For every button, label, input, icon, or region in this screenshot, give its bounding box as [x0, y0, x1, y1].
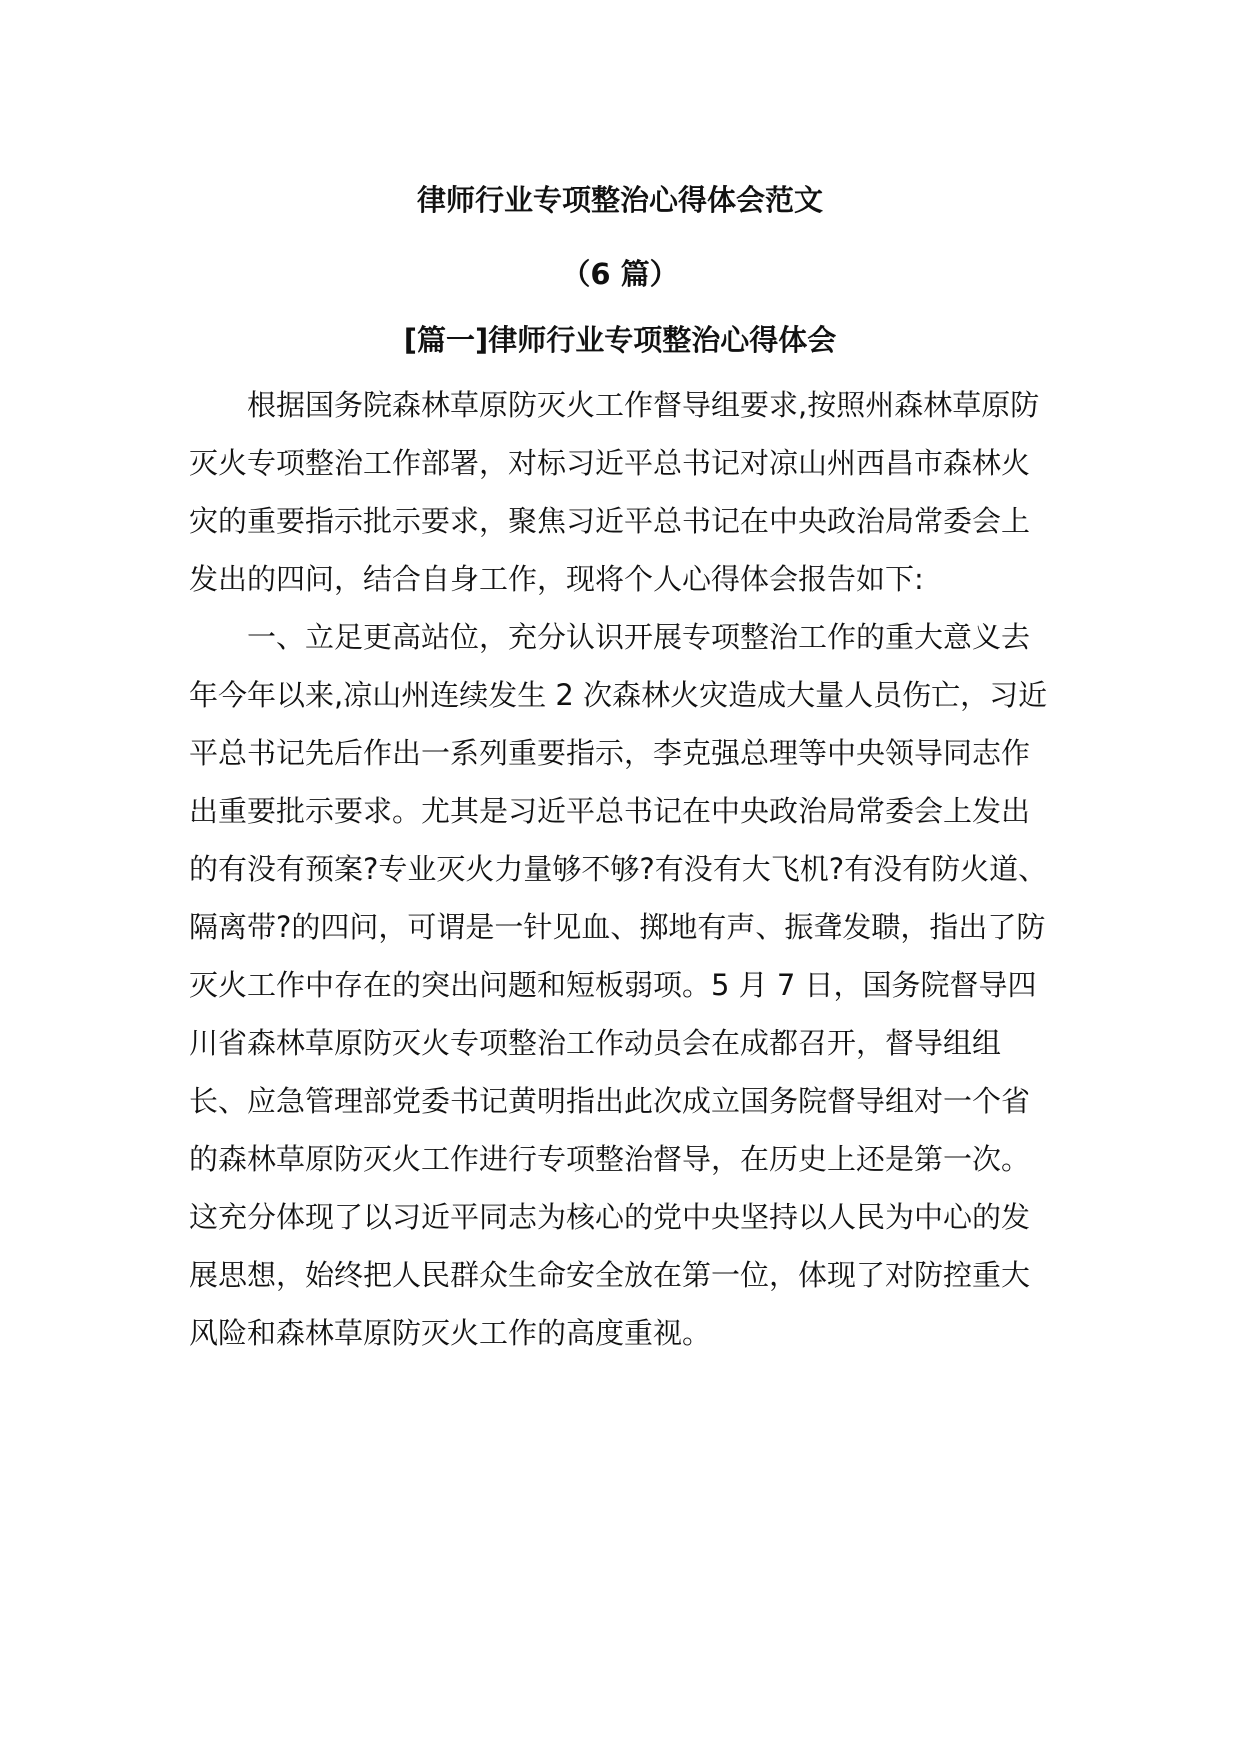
document-title: 律师行业专项整治心得体会范文: [416, 183, 823, 217]
paragraph-line: 灭火工作中存在的突出问题和短板弱项。5 月 7 日，国务院督导四: [189, 968, 1037, 1002]
paragraph-line: 平总书记先后作出一系列重要指示，李克强总理等中央领导同志作: [189, 736, 1031, 770]
body-text: [189, 376, 1059, 1362]
paragraph-line: 展思想，始终把人民群众生命安全放在第一位，体现了对防控重大: [189, 1258, 1031, 1292]
paragraph-line: 灭火专项整治工作部署，对标习近平总书记对凉山州西昌市森林火: [189, 446, 1031, 480]
paragraph-line: 长、应急管理部党委书记黄明指出此次成立国务院督导组对一个省: [189, 1084, 1031, 1118]
section-title: [篇一]律师行业专项整治心得体会: [403, 323, 837, 357]
paragraph-line: 川省森林草原防灭火专项整治工作动员会在成都召开，督导组组: [189, 1026, 1002, 1060]
paragraph-line: 年今年以来,凉山州连续发生 2 次森林火灾造成大量人员伤亡，习近: [189, 678, 1048, 712]
document-count: （6 篇）: [561, 257, 679, 291]
paragraph-line: 一、立足更高站位，充分认识开展专项整治工作的重大意义去: [247, 620, 1031, 654]
paragraph-line: 风险和森林草原防灭火工作的高度重视。: [189, 1316, 712, 1350]
paragraph-line: 灾的重要指示批示要求，聚焦习近平总书记在中央政治局常委会上: [189, 504, 1031, 538]
paragraph-line: 的有没有预案?专业灭火力量够不够?有没有大飞机?有没有防火道、: [189, 852, 1048, 886]
paragraph-line: 这充分体现了以习近平同志为核心的党中央坚持以人民为中心的发: [189, 1200, 1031, 1234]
paragraph-line: 出重要批示要求。尤其是习近平总书记在中央政治局常委会上发出: [189, 794, 1031, 828]
paragraph-line: 根据国务院森林草原防灭火工作督导组要求,按照州森林草原防: [247, 388, 1040, 422]
paragraph-line: 的森林草原防灭火工作进行专项整治督导，在历史上还是第一次。: [189, 1142, 1031, 1176]
paragraph-line: 发出的四问，结合自身工作，现将个人心得体会报告如下:: [189, 562, 924, 596]
paragraph-line: 隔离带?的四问，可谓是一针见血、掷地有声、振聋发聩，指出了防: [189, 910, 1046, 944]
